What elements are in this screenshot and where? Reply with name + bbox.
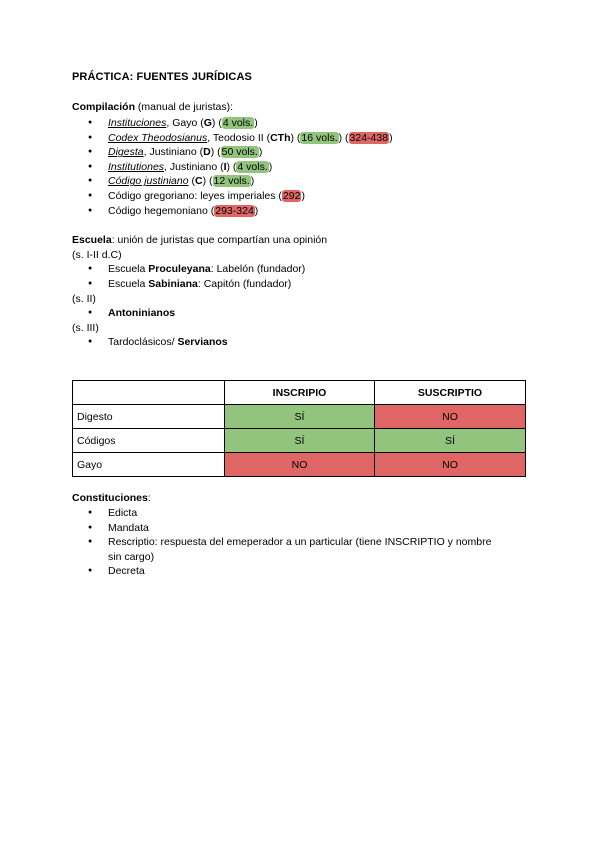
list-item [72, 335, 228, 350]
item-name: Digesta [108, 146, 144, 159]
constituciones-heading [72, 491, 151, 505]
table-row [73, 405, 526, 429]
escuela-list-1 [72, 262, 305, 291]
item-text: Código gregoriano: leyes imperiales ( [108, 189, 282, 202]
item-bold: Sabiniana [148, 277, 198, 290]
item-text: Tardoclásicos/ [108, 336, 178, 348]
row-label: Códigos [73, 429, 225, 453]
item-abbrev: I [223, 160, 227, 173]
item-text: ( [188, 175, 195, 188]
item-abbrev: CTh [270, 131, 291, 144]
item-text: ) ( [210, 146, 221, 159]
item-name: Instituciones [108, 117, 167, 129]
list-item [72, 306, 175, 321]
item-bold: Proculeyana [148, 263, 211, 275]
list-item-wrap: sin cargo) [108, 551, 155, 563]
list-item: ● Decreta [72, 564, 491, 579]
cell-value: NO [375, 453, 526, 477]
item-text: ) ( [290, 131, 301, 144]
table-row [73, 453, 526, 477]
cell-value: NO [225, 453, 375, 477]
item-name: Institutiones [108, 160, 165, 173]
item-text: Escuela [108, 263, 149, 275]
constituciones-colon: : [147, 492, 151, 504]
row-label: Digesto [73, 405, 225, 429]
period-label: (s. II) [72, 293, 96, 305]
list-item [72, 116, 393, 131]
item-text: Escuela [108, 277, 149, 290]
table-row [73, 429, 526, 453]
list-item [72, 189, 393, 204]
list-item [72, 277, 305, 292]
row-label: Gayo [73, 453, 225, 477]
escuela-rest: : unión de juristas que compartían una opinión [111, 234, 328, 246]
table-header-row [73, 381, 526, 405]
item-text: ) ( [211, 117, 222, 129]
item-text: ) [250, 175, 255, 188]
item-text: , Gayo ( [166, 117, 204, 129]
list-item [72, 131, 393, 146]
vols-highlight: 4 vols. [237, 160, 268, 173]
vols-highlight: 16 vols. [301, 131, 338, 144]
compilacion-rest: (manual de juristas): [135, 101, 234, 113]
period-label: (s. I-II d.C) [72, 249, 122, 261]
item-text: ) [268, 160, 273, 173]
compilacion-heading [72, 100, 233, 114]
item-text: : Capitón (fundador) [197, 277, 292, 290]
constituciones-list [72, 506, 491, 579]
years-highlight: 293-324 [215, 204, 254, 217]
list-item [72, 145, 393, 160]
list-item [72, 262, 305, 277]
cell-value: SÍ [225, 429, 375, 453]
item-text: ) [254, 204, 259, 217]
compilacion-list [72, 116, 393, 218]
period-label: (s. III) [72, 322, 99, 334]
escuela-list-3 [72, 335, 228, 350]
item-text: : Labelón (fundador) [210, 263, 306, 275]
item-text: ) [301, 189, 305, 202]
item-text: ) ( [338, 131, 349, 144]
item-text: ) ( [226, 160, 237, 173]
item-abbrev: D [203, 146, 211, 159]
item-text: ) [254, 117, 258, 129]
item-text: ) [258, 146, 263, 159]
escuela-label: Escuela [72, 234, 112, 246]
compilacion-label: Compilación [72, 101, 136, 113]
item-name: Codex Theodosianus [108, 131, 208, 144]
item-text: ) ( [202, 175, 213, 188]
years-highlight: 292 [282, 189, 301, 202]
item-text: , Justiniano ( [143, 146, 204, 159]
table-header-suscriptio: SUSCRIPTIO [375, 381, 526, 405]
escuela-heading [72, 233, 327, 247]
item-abbrev: G [203, 117, 212, 129]
list-item: ● Rescriptio: respuesta del emeperador a un particular (tiene INSCRIPTIO y nombre [72, 535, 491, 550]
years-highlight: 324-438 [349, 131, 389, 144]
item-text: , Justiniano ( [164, 160, 224, 173]
item-name: Código justiniano [108, 175, 189, 188]
vols-highlight: 4 vols. [222, 117, 254, 129]
item-bold: Antoninianos [108, 307, 176, 319]
comparison-table [72, 380, 526, 477]
escuela-list-2 [72, 306, 175, 321]
item-bold: Servianos [177, 336, 228, 348]
list-item: ● Edicta [72, 506, 491, 521]
item-text: , Teodosio II ( [207, 131, 271, 144]
list-item [72, 174, 393, 189]
item-text: ) [389, 131, 393, 144]
list-item [72, 204, 393, 219]
item-abbrev: C [194, 175, 203, 188]
table-header-empty [73, 381, 225, 405]
vols-highlight: 12 vols. [213, 175, 250, 188]
cell-value: SÍ [225, 405, 375, 429]
list-item [72, 160, 393, 175]
list-item: ● Mandata [72, 521, 491, 536]
cell-value: SÍ [375, 429, 526, 453]
table-header-inscripio: INSCRIPIO [225, 381, 375, 405]
vols-highlight: 50 vols. [221, 146, 258, 159]
cell-value: NO [375, 405, 526, 429]
constituciones-label: Constituciones [72, 492, 148, 504]
page-title: PRÁCTICA: FUENTES JURÍDICAS [72, 71, 252, 83]
item-text: Código hegemoniano ( [108, 204, 215, 217]
